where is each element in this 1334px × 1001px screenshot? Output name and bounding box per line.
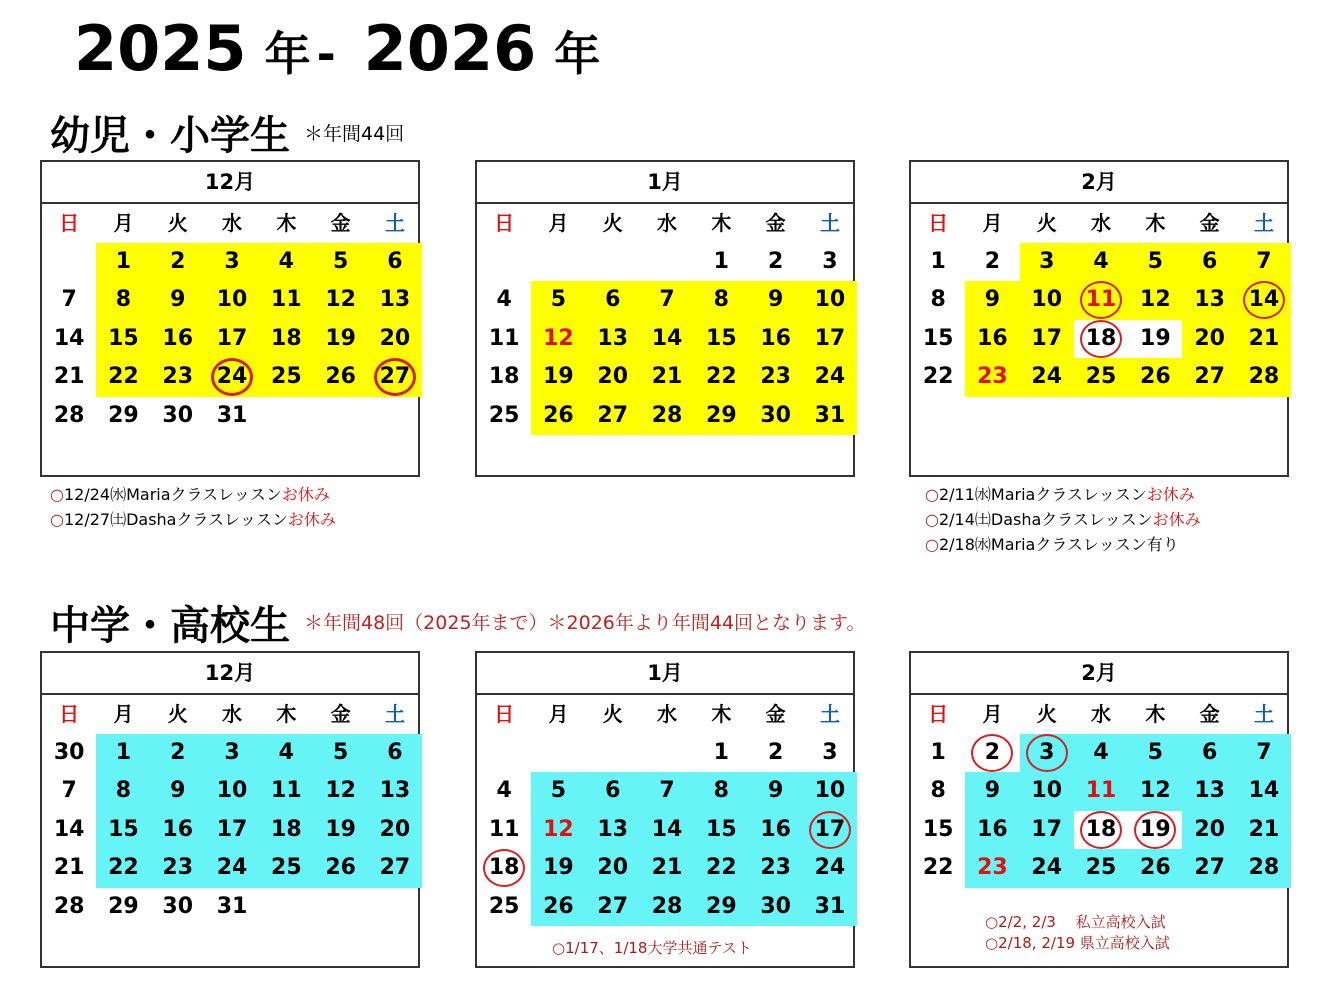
month-label: 1月 [477, 653, 853, 695]
weekday-5: 金 [330, 211, 351, 235]
day-cell: 25 [271, 364, 302, 389]
day-cell: 27 [597, 402, 629, 428]
day-cell: 14 [651, 816, 683, 842]
day-cell: 20 [597, 855, 629, 880]
day-cell: 5 [1147, 248, 1163, 274]
day-cell: 18 [1074, 320, 1128, 359]
day-cell: 17 [216, 816, 248, 842]
day-cell: 13 [1194, 287, 1225, 312]
calendar-grid [477, 695, 853, 966]
day-cell: 24 [205, 358, 259, 397]
day-cell: 28 [651, 893, 683, 919]
day-cell: 26 [325, 364, 356, 389]
weekday-3: 水 [657, 211, 678, 235]
ring-mark: ○ [552, 939, 566, 957]
day-cell: 7 [659, 778, 675, 803]
calendar-grid [477, 204, 853, 475]
day-cell: 2 [965, 734, 1019, 773]
day-cell: 21 [53, 364, 85, 389]
day-cell: 19 [543, 364, 574, 389]
ring-mark: ○ [925, 510, 939, 529]
day-cell: 17 [216, 325, 248, 351]
weekday-4: 木 [711, 211, 732, 235]
note-line [985, 912, 1170, 933]
weekday-0: 日 [494, 702, 515, 726]
day-cell: 2 [767, 248, 784, 274]
day-cell: 1 [930, 739, 946, 765]
note-cancel-label: お休み [1146, 485, 1195, 504]
day-cell: 10 [814, 287, 846, 312]
day-cell: 1 [713, 248, 729, 274]
calendar-junior-high-dec [40, 651, 420, 968]
day-cell: 10 [216, 778, 248, 803]
day-cell: 9 [767, 287, 784, 312]
weekday-2: 火 [167, 211, 188, 235]
calendar-notes [925, 482, 1201, 557]
day-cell: 28 [53, 893, 85, 919]
day-cell: 13 [597, 816, 629, 842]
day-cell: 17 [1031, 325, 1063, 351]
weekday-4: 木 [1145, 211, 1166, 235]
day-cell: 22 [922, 855, 954, 880]
day-cell: 20 [1194, 325, 1225, 351]
section-note-elementary: ＊年間44回 [304, 123, 405, 145]
weekday-5: 金 [765, 211, 786, 235]
year-from: 2025 [74, 12, 247, 85]
day-cell: 11 [1085, 778, 1117, 803]
day-cell: 28 [1248, 855, 1280, 880]
day-cell: 28 [53, 402, 85, 428]
day-cell: 11 [271, 287, 302, 312]
day-cell: 7 [1256, 248, 1272, 274]
weekday-0: 日 [928, 702, 949, 726]
day-cell: 2 [170, 739, 186, 765]
day-cell: 9 [767, 778, 784, 803]
day-cell: 7 [61, 287, 77, 312]
day-cell: 12 [325, 287, 356, 312]
day-cell: 22 [922, 364, 954, 389]
day-cell: 15 [922, 816, 954, 842]
day-cell: 7 [659, 287, 675, 312]
day-cell: 8 [115, 778, 132, 803]
day-cell: 24 [1031, 364, 1063, 389]
weekday-3: 水 [222, 211, 243, 235]
day-cell: 1 [115, 739, 132, 765]
weekday-4: 木 [711, 702, 732, 726]
day-cell: 17 [803, 811, 857, 850]
day-cell: 19 [325, 325, 356, 351]
day-cell: 23 [977, 364, 1008, 389]
day-cell: 16 [760, 325, 791, 351]
day-cell: 1 [115, 248, 132, 274]
day-cell: 27 [379, 855, 411, 880]
day-cell: 21 [1248, 325, 1280, 351]
day-cell: 21 [651, 364, 683, 389]
day-cell: 12 [1140, 778, 1171, 803]
day-cell: 19 [1128, 811, 1182, 850]
day-cell: 23 [162, 364, 194, 389]
note-line [552, 938, 752, 959]
day-cell: 3 [224, 248, 240, 274]
day-cell: 10 [814, 778, 846, 803]
weekday-0: 日 [494, 211, 515, 235]
note-cancel-label: お休み [281, 485, 330, 504]
day-cell: 21 [1248, 816, 1280, 842]
day-cell: 3 [1020, 734, 1074, 773]
day-cell: 4 [496, 287, 512, 312]
day-cell: 13 [379, 287, 411, 312]
day-cell: 10 [1031, 778, 1063, 803]
calendar-junior-high-jan [475, 651, 855, 968]
day-cell: 5 [332, 248, 349, 274]
day-cell: 16 [162, 816, 194, 842]
day-cell: 13 [379, 778, 411, 803]
month-label: 12月 [42, 162, 418, 204]
ring-mark: ○ [50, 485, 64, 504]
note-text: 2/2, 2/3 私立高校入試 [998, 913, 1166, 931]
year-suffix-2: 年 [554, 27, 601, 81]
month-label: 2月 [911, 162, 1287, 204]
day-cell: 24 [814, 364, 846, 389]
weekday-1: 月 [982, 702, 1003, 726]
day-cell: 11 [488, 325, 520, 351]
day-cell: 16 [977, 816, 1008, 842]
note-text: 12/27㈯Dashaクラスレッスン [63, 510, 288, 529]
weekday-5: 金 [765, 702, 786, 726]
weekday-6: 土 [1253, 211, 1274, 235]
day-cell: 29 [108, 893, 139, 919]
day-cell: 1 [930, 248, 946, 274]
weekday-3: 水 [1091, 211, 1112, 235]
weekday-0: 日 [59, 702, 80, 726]
note-text: 2/18, 2/19 県立高校入試 [998, 934, 1170, 952]
day-cell: 6 [605, 778, 621, 803]
day-cell: 11 [1074, 281, 1128, 320]
note-line [50, 482, 336, 507]
day-cell: 25 [271, 855, 302, 880]
day-cell: 7 [61, 778, 77, 803]
weekday-0: 日 [59, 211, 80, 235]
calendar-notes [985, 912, 1170, 954]
day-cell: 19 [1140, 325, 1171, 351]
day-cell: 30 [53, 739, 85, 765]
day-cell: 31 [216, 402, 248, 428]
day-cell: 23 [760, 364, 791, 389]
weekday-4: 木 [1145, 702, 1166, 726]
day-cell: 12 [325, 778, 356, 803]
note-line [925, 482, 1201, 507]
day-cell: 6 [1201, 739, 1218, 765]
day-cell: 25 [1085, 855, 1117, 880]
day-cell: 4 [1093, 739, 1109, 765]
day-cell: 2 [170, 248, 186, 274]
day-cell: 24 [1031, 855, 1063, 880]
day-cell: 14 [651, 325, 683, 351]
day-cell: 25 [488, 402, 520, 428]
note-text: 2/14㈯Dashaクラスレッスン [938, 510, 1153, 529]
day-cell: 8 [713, 287, 729, 312]
note-text: 1/17、1/18大学共通テスト [565, 939, 752, 957]
day-cell: 17 [1031, 816, 1063, 842]
weekday-5: 金 [1199, 211, 1220, 235]
day-cell: 14 [1248, 778, 1280, 803]
note-line [50, 507, 336, 532]
day-cell: 3 [224, 739, 240, 765]
day-cell: 6 [605, 287, 621, 312]
day-cell: 6 [387, 248, 403, 274]
day-cell: 16 [977, 325, 1008, 351]
day-cell: 9 [170, 287, 186, 312]
page-title [74, 14, 600, 84]
calendar-grid [42, 204, 418, 475]
day-cell: 18 [477, 849, 531, 888]
day-cell: 18 [271, 325, 302, 351]
day-cell: 27 [1194, 855, 1225, 880]
day-cell: 14 [53, 816, 85, 842]
weekday-2: 火 [1036, 211, 1057, 235]
day-cell: 12 [1140, 287, 1171, 312]
day-cell: 25 [488, 893, 520, 919]
day-cell: 5 [332, 739, 349, 765]
day-cell: 27 [597, 893, 629, 919]
day-cell: 26 [1140, 364, 1171, 389]
day-cell: 28 [1248, 364, 1280, 389]
day-cell: 12 [543, 816, 574, 842]
day-cell: 20 [379, 816, 411, 842]
day-cell: 14 [53, 325, 85, 351]
month-label: 12月 [42, 653, 418, 695]
day-cell: 11 [488, 816, 520, 842]
day-cell: 9 [984, 287, 1001, 312]
day-cell: 15 [108, 816, 139, 842]
day-cell: 6 [387, 739, 403, 765]
day-cell: 4 [278, 739, 294, 765]
day-cell: 26 [325, 855, 356, 880]
weekday-4: 木 [276, 702, 297, 726]
day-cell: 29 [706, 893, 737, 919]
calendar-notes [552, 938, 752, 959]
day-cell: 28 [651, 402, 683, 428]
day-cell: 23 [162, 855, 194, 880]
year-suffix-1: 年 [264, 27, 311, 81]
calendar-notes [50, 482, 336, 532]
weekday-2: 火 [602, 211, 623, 235]
day-cell: 16 [760, 816, 791, 842]
day-cell: 3 [822, 248, 838, 274]
day-cell: 15 [922, 325, 954, 351]
day-cell: 31 [814, 893, 846, 919]
weekday-1: 月 [548, 702, 569, 726]
weekday-6: 土 [819, 702, 840, 726]
day-cell: 29 [706, 402, 737, 428]
day-cell: 31 [814, 402, 846, 428]
day-cell: 30 [162, 893, 194, 919]
section-note-junior-high: ＊年間48回（2025年まで）＊2026年より年間44回となります。 [304, 612, 866, 634]
weekday-3: 水 [222, 702, 243, 726]
day-cell: 19 [325, 816, 356, 842]
weekday-3: 水 [657, 702, 678, 726]
day-cell: 10 [216, 287, 248, 312]
ring-mark: ○ [985, 913, 999, 931]
day-cell: 10 [1031, 287, 1063, 312]
day-cell: 15 [706, 325, 737, 351]
calendar-elementary-jan [475, 160, 855, 477]
day-cell: 21 [53, 855, 85, 880]
day-cell: 30 [162, 402, 194, 428]
month-label: 1月 [477, 162, 853, 204]
day-cell: 7 [1256, 739, 1272, 765]
day-cell: 27 [368, 358, 422, 397]
day-cell: 15 [706, 816, 737, 842]
day-cell: 18 [488, 364, 520, 389]
note-cancel-label: お休み [1152, 510, 1201, 529]
day-cell: 27 [1194, 364, 1225, 389]
day-cell: 20 [597, 364, 629, 389]
day-cell: 19 [543, 855, 574, 880]
weekday-2: 火 [167, 702, 188, 726]
weekday-6: 土 [1253, 702, 1274, 726]
weekday-6: 土 [384, 702, 405, 726]
weekday-4: 木 [276, 211, 297, 235]
month-label: 2月 [911, 653, 1287, 695]
day-cell: 8 [930, 778, 946, 803]
day-cell: 23 [977, 855, 1008, 880]
day-cell: 29 [108, 402, 139, 428]
weekday-1: 月 [982, 211, 1003, 235]
note-line [985, 933, 1170, 954]
day-cell: 25 [1085, 364, 1117, 389]
day-cell: 6 [1201, 248, 1218, 274]
day-cell: 18 [1074, 811, 1128, 850]
day-cell: 24 [814, 855, 846, 880]
note-line [925, 507, 1201, 532]
day-cell: 3 [1039, 248, 1055, 274]
day-cell: 13 [1194, 778, 1225, 803]
weekday-3: 水 [1091, 702, 1112, 726]
day-cell: 15 [108, 325, 139, 351]
day-cell: 9 [170, 778, 186, 803]
day-cell: 26 [543, 893, 574, 919]
day-cell: 22 [706, 364, 737, 389]
weekday-6: 土 [819, 211, 840, 235]
note-text: 2/18㈬Mariaクラスレッスン有り [938, 535, 1179, 554]
day-cell: 5 [550, 778, 567, 803]
day-cell: 24 [216, 855, 248, 880]
calendar-grid [42, 695, 418, 966]
weekday-5: 金 [330, 702, 351, 726]
ring-mark: ○ [925, 535, 939, 554]
day-cell: 8 [115, 287, 132, 312]
day-cell: 4 [278, 248, 294, 274]
day-cell: 22 [108, 364, 139, 389]
day-cell: 13 [597, 325, 629, 351]
weekday-2: 火 [602, 702, 623, 726]
weekday-6: 土 [384, 211, 405, 235]
day-cell: 1 [713, 739, 729, 765]
year-dash: - [316, 27, 336, 81]
note-line [925, 532, 1201, 557]
day-cell: 20 [1194, 816, 1225, 842]
calendar-grid [911, 204, 1287, 475]
day-cell: 26 [543, 402, 574, 428]
day-cell: 31 [216, 893, 248, 919]
ring-mark: ○ [925, 485, 939, 504]
day-cell: 26 [1140, 855, 1171, 880]
section-heading-elementary: 幼児・小学生 [50, 113, 290, 159]
day-cell: 30 [760, 402, 791, 428]
weekday-1: 月 [113, 702, 134, 726]
day-cell: 11 [271, 778, 302, 803]
note-cancel-label: お休み [287, 510, 336, 529]
day-cell: 22 [706, 855, 737, 880]
ring-mark: ○ [985, 934, 999, 952]
day-cell: 8 [930, 287, 946, 312]
day-cell: 14 [1237, 281, 1291, 320]
day-cell: 21 [651, 855, 683, 880]
note-text: 12/24㈬Mariaクラスレッスン [63, 485, 282, 504]
day-cell: 3 [822, 739, 838, 765]
day-cell: 8 [713, 778, 729, 803]
calendar-elementary-dec [40, 160, 420, 477]
weekday-5: 金 [1199, 702, 1220, 726]
day-cell: 4 [1093, 248, 1109, 274]
ring-mark: ○ [50, 510, 64, 529]
day-cell: 30 [760, 893, 791, 919]
day-cell: 17 [814, 325, 846, 351]
day-cell: 12 [543, 325, 574, 351]
weekday-1: 月 [113, 211, 134, 235]
day-cell: 22 [108, 855, 139, 880]
day-cell: 16 [162, 325, 194, 351]
day-cell: 2 [767, 739, 784, 765]
weekday-2: 火 [1036, 702, 1057, 726]
day-cell: 23 [760, 855, 791, 880]
section-heading-junior-high: 中学・高校生 [50, 603, 290, 649]
year-to: 2026 [363, 12, 537, 85]
day-cell: 20 [379, 325, 411, 351]
calendar-elementary-feb [909, 160, 1289, 477]
weekday-1: 月 [548, 211, 569, 235]
note-text: 2/11㈬Mariaクラスレッスン [938, 485, 1147, 504]
day-cell: 5 [550, 287, 567, 312]
weekday-0: 日 [928, 211, 949, 235]
day-cell: 5 [1147, 739, 1163, 765]
day-cell: 9 [984, 778, 1001, 803]
day-cell: 2 [984, 248, 1001, 274]
day-cell: 4 [496, 778, 512, 803]
day-cell: 18 [271, 816, 302, 842]
